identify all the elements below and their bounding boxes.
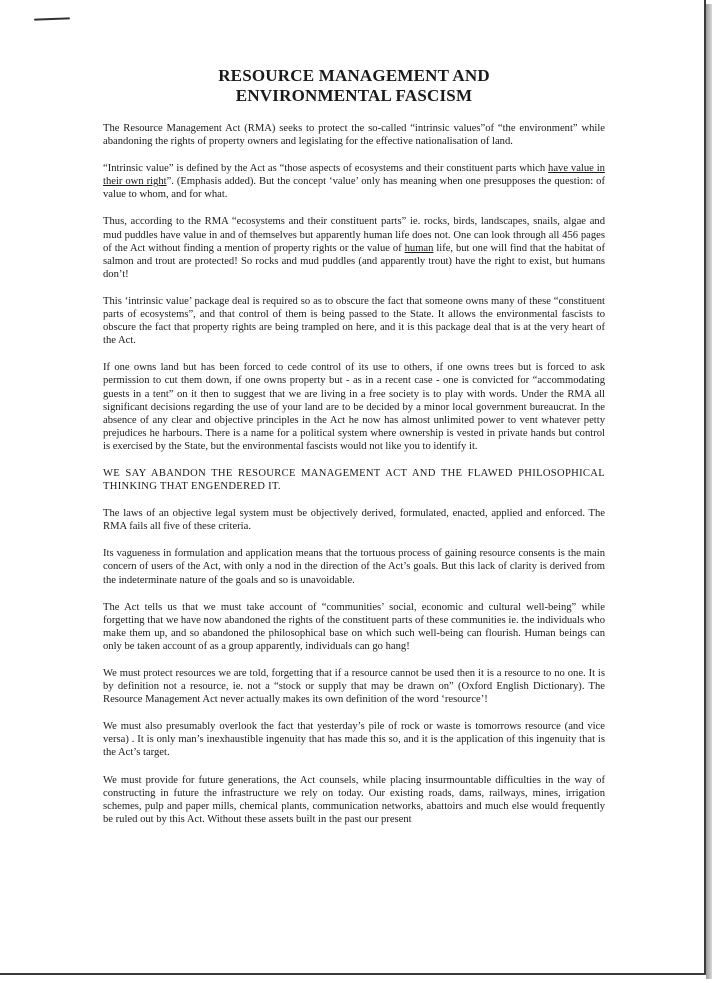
- title-line-1: RESOURCE MANAGEMENT AND: [218, 66, 490, 85]
- paragraph-2: [103, 162, 605, 201]
- paragraph-4: This ‘intrinsic value’ package deal is required so as to obscure the fact that someone owns many of these “constituent parts of ecosystems”, and that control of them is being passed to the State. It allows the environmental fascists to obscure the fact that property rights are being trampled on here, and it is this package deal that is at the very heart of the Act.: [103, 295, 605, 347]
- paragraph-1: The Resource Management Act (RMA) seeks to protect the so-called “intrinsic values”of “the environment” while abandoning the rights of property owners and legislating for the effective nationalisation of land.: [103, 123, 605, 148]
- paragraph-3-text-a: Thus, according to the RMA “ecosystems and their constituent parts” ie. rocks, birds, landscapes, snails, algae and mud puddles have value in and of themselves but apparently human life does not. One can look through all 456 pages of the Act without finding a mention of property rights or the value of: [103, 216, 605, 254]
- paragraph-8: Its vagueness in formulation and application means that the tortuous process of gaining resource consents is the main concern of users of the Act, with only a nod in the direction of the Act’s goals. But this lack of clarity is derived from the indeterminate nature of the goals and so is unavoidable.: [103, 548, 605, 586]
- paragraph-3-underlined: human: [404, 242, 434, 254]
- paragraph-6-slogan: WE SAY ABANDON THE RESOURCE MANAGEMENT ACT AND THE FLAWED PHILOSOPHICAL THINKING THAT ENGENDERED IT.: [103, 467, 605, 493]
- paragraph-10: We must protect resources we are told, forgetting that if a resource cannot be used then it is a resource to no one. It is by definition not a resource, ie. not a “stock or supply that may be drawn on” (Oxford English Dictionary). The Resource Management Act never actually makes its own definition of the word ‘resource’!: [103, 668, 605, 706]
- paragraph-3-text-b: life, but one will find that the habitat of salmon and trout are protected! So rocks and mud puddles (and apparently trout) have the right to exist, but humans don’t!: [103, 242, 605, 280]
- paragraph-2-underlined: have value in their own right: [103, 163, 605, 188]
- paragraph-11: We must also presumably overlook the fact that yesterday’s pile of rock or waste is tomorrows resource (and vice versa) . It is only man’s inexhaustible ingenuity that has made this so, and it is the application of this ingenuity that is the Act’s target.: [103, 721, 605, 759]
- paragraph-5: If one owns land but has been forced to cede control of its use to others, if one owns trees but is forced to ask permission to cut them down, if one owns property but - as in a recent case - one is convicted for “accommodating guests in a tent” on it then to suggest that we are living in a free society is to play with words. Under the RMA all significant decisions regarding the use of your land are to be decided by a minor local government bureaucrat. In the absence of any clear and objective principles in the Act he now has almost unlimited power to vent whatever petty prejudices he harbours. There is a name for a political system where ownership is vested in private hands but control is exercised by the State, but the environmental fascists would not like you to identify it.: [103, 362, 605, 452]
- paragraph-2-text-a: “Intrinsic value” is defined by the Act as “those aspects of ecosystems and their constituent parts which: [103, 163, 549, 175]
- paragraph-7: The laws of an objective legal system must be objectively derived, formulated, enacted, applied and enforced. The RMA fails all five of these criteria.: [103, 508, 605, 533]
- page-title: [103, 66, 605, 106]
- paragraph-3: [103, 215, 605, 280]
- document-body: [103, 66, 605, 840]
- paragraph-9: The Act tells us that we must take account of “communities’ social, economic and cultural well-being” while forgetting that we have now abandoned the rights of the constituent parts of these communities ie. the individuals who make them up, and so abandoned the philosophical base on which such well-being can flourish. Human beings can only be taken account of as a group apparently, individuals can go hang!: [103, 601, 605, 652]
- paragraph-2-text-b: ”. (Emphasis added). But the concept ‘value’ only has meaning when one presupposes the question: of value to whom, and for what.: [103, 176, 605, 201]
- paragraph-12: We must provide for future generations, the Act counsels, while placing insurmountable difficulties in the way of constructing in future the infrastructure we rely on today. Our existing roads, dams, railways, mines, irrigation schemes, pulp and paper mills, chemical plants, communication networks, abattoirs and much else would frequently be ruled out by this Act. Without these assets built in the past our present: [103, 774, 605, 825]
- title-line-2: ENVIRONMENTAL FASCISM: [235, 86, 473, 105]
